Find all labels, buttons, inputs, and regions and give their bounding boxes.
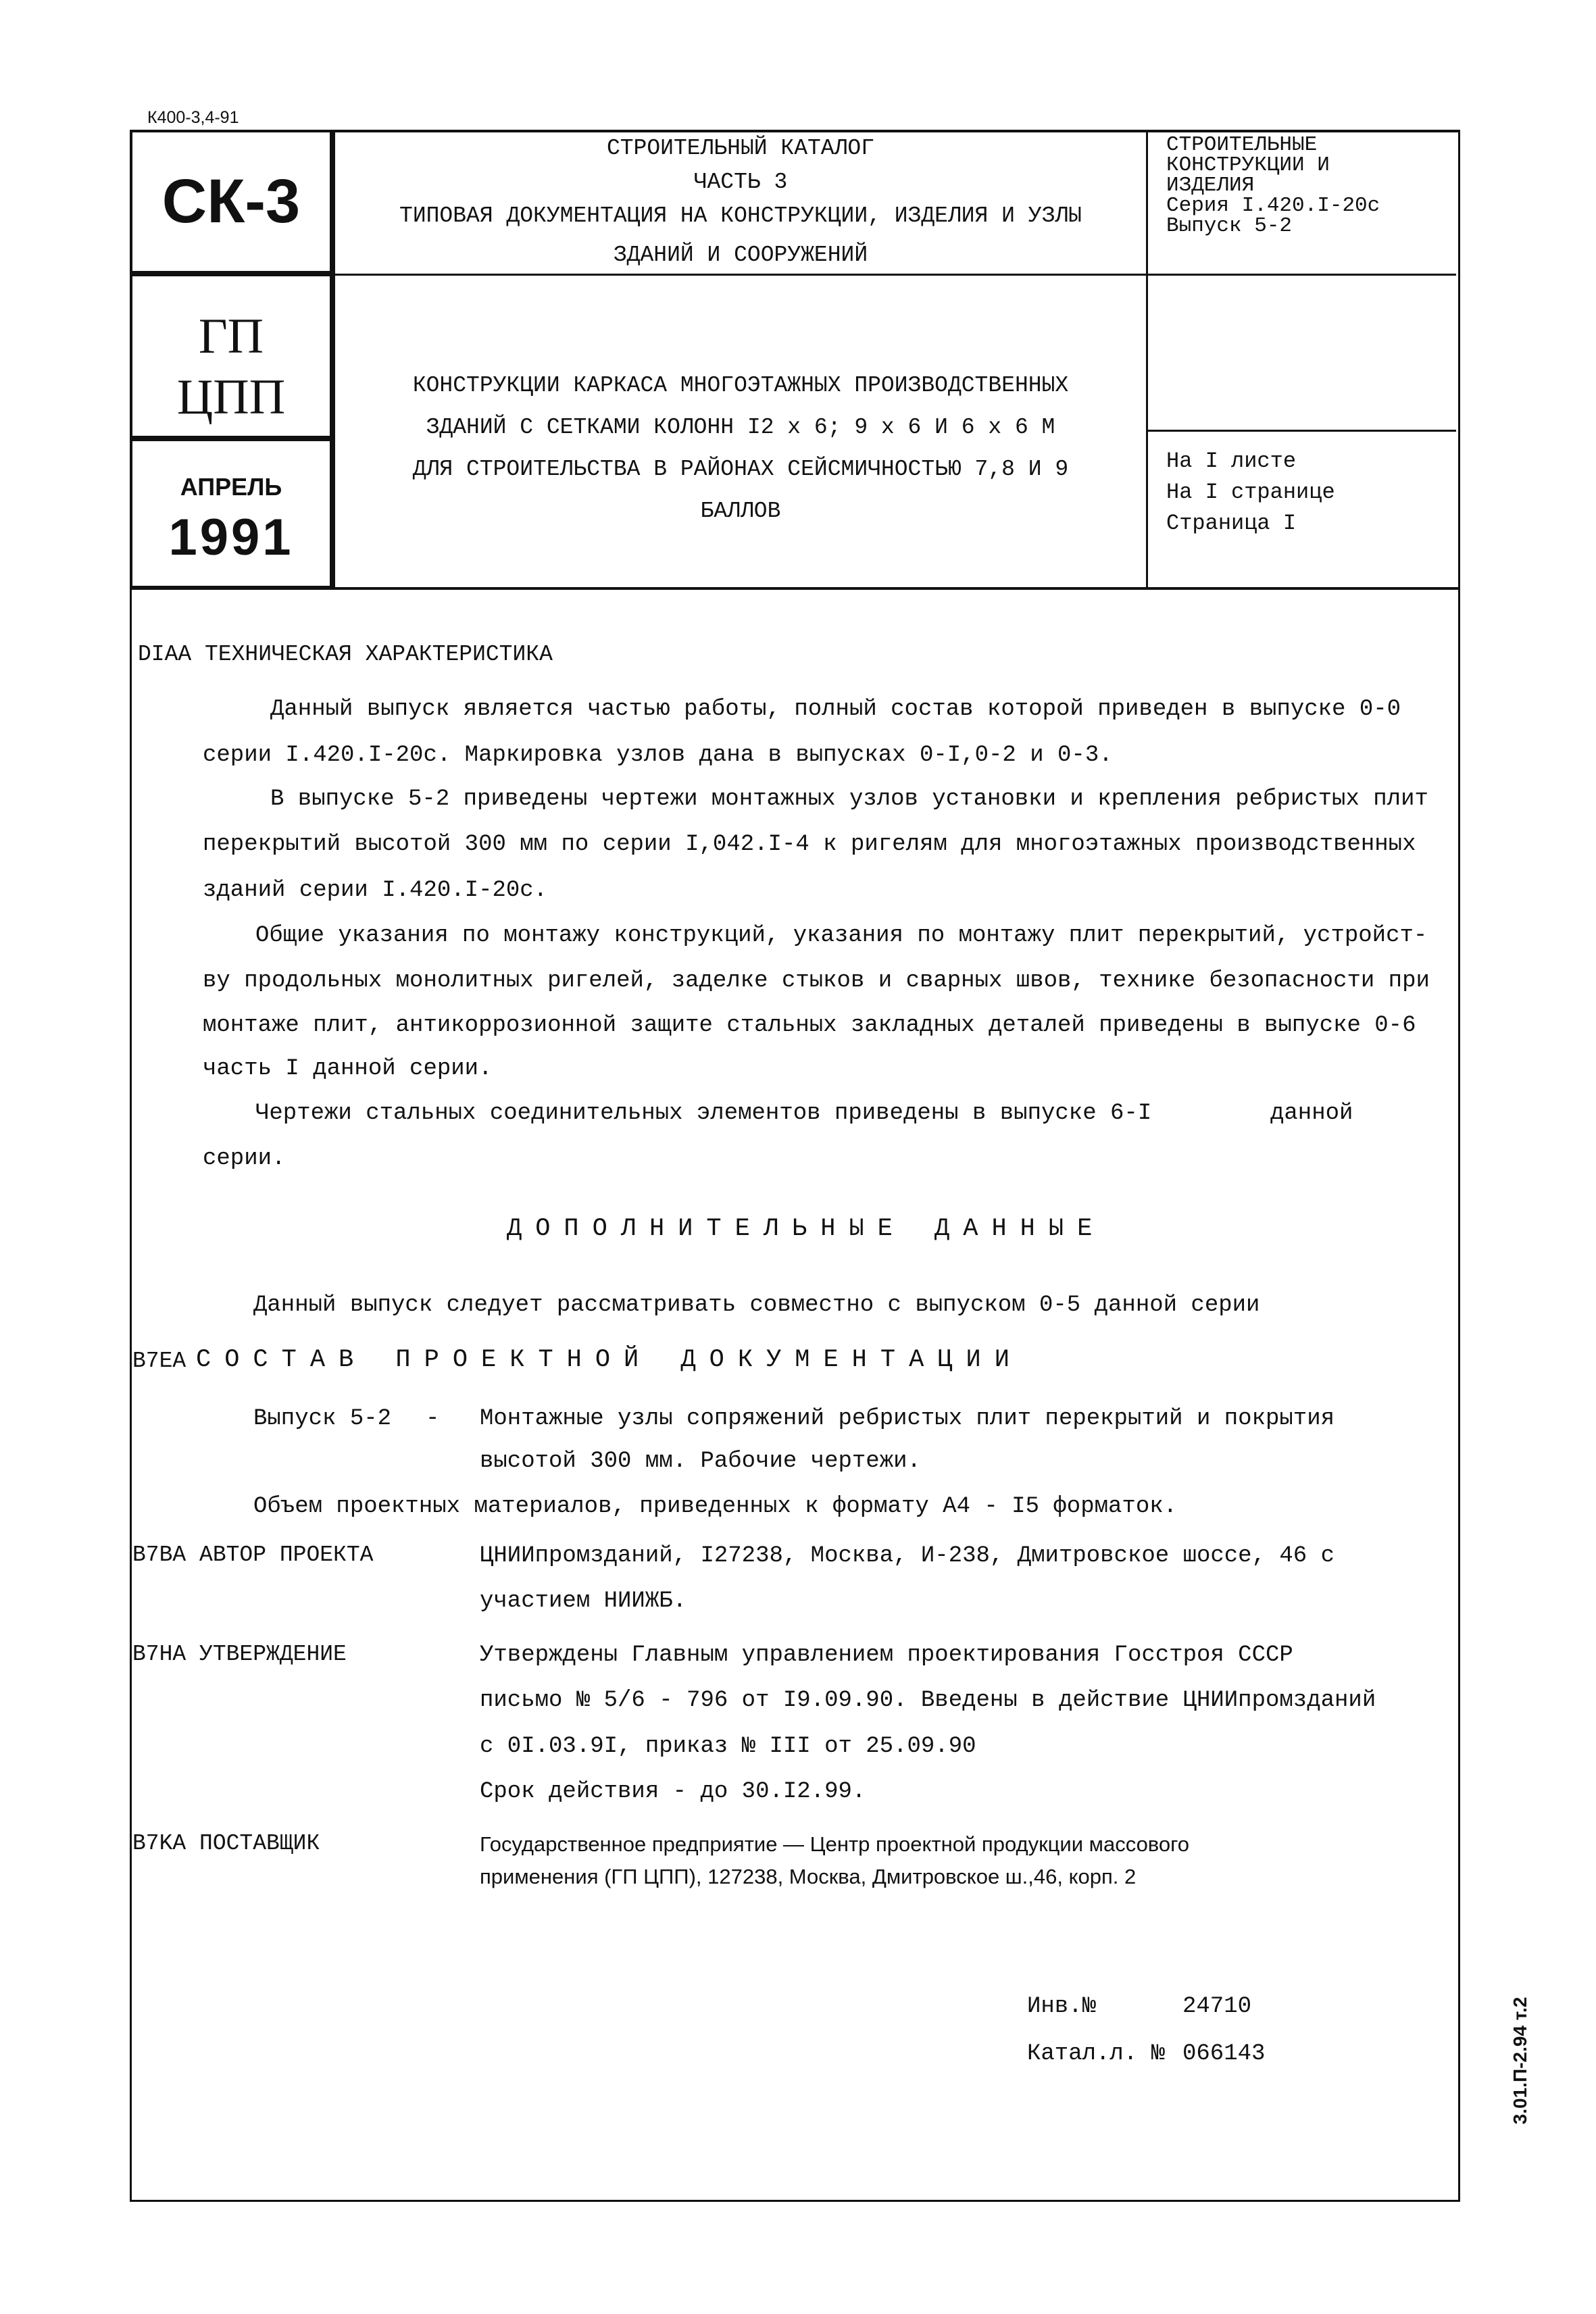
- inv-value: 24710: [1182, 1994, 1252, 2019]
- tech-p4-line2: серии.: [203, 1146, 286, 1172]
- series-sheet-divider: [1146, 430, 1456, 432]
- series-line4: Серия I.420.I-20с: [1166, 194, 1380, 218]
- supplier-line1: Государственное предприятие — Центр проектной продукции массового: [480, 1832, 1190, 1856]
- tech-p1-line1: Данный выпуск является частью работы, полный состав которой приведен в выпуске 0-0: [270, 697, 1401, 722]
- composition-heading: СОСТАВ ПРОЕКТНОЙ ДОКУМЕНТАЦИИ: [196, 1346, 1023, 1374]
- composition-code: B7EA: [132, 1349, 186, 1374]
- sheet-line3: Страница I: [1166, 511, 1297, 536]
- tech-heading: DIAA ТЕХНИЧЕСКАЯ ХАРАКТЕРИСТИКА: [138, 642, 553, 667]
- series-line5: Выпуск 5-2: [1166, 214, 1293, 238]
- document-title: [335, 365, 1146, 532]
- stamp-code: СК-3: [161, 167, 301, 236]
- tech-p1-line2: серии I.420.I-20с. Маркировка узлов дана в выпусках 0-I,0-2 и 0-3.: [203, 743, 1113, 768]
- volume-text: Объем проектных материалов, приведенных к формату А4 - I5 форматок.: [253, 1494, 1178, 1519]
- issue-label: Выпуск 5-2: [253, 1406, 392, 1432]
- tech-p4-line1-end: данной: [1270, 1101, 1353, 1126]
- stamp-org-line2: ЦПП: [176, 370, 286, 425]
- side-code: 3.01.П-2.94 т.2: [1510, 1996, 1530, 2125]
- author-line2: участием НИИЖБ.: [480, 1588, 687, 1614]
- sheet-line2: На I странице: [1166, 480, 1335, 505]
- series-line3: ИЗДЕЛИЯ: [1166, 174, 1255, 197]
- series-line1: СТРОИТЕЛЬНЫЕ: [1166, 133, 1318, 157]
- approval-line3: с 0I.03.9I, приказ № III от 25.09.90: [480, 1734, 976, 1759]
- tech-p3-line4: часть I данной серии.: [203, 1056, 493, 1082]
- approval-line2: письмо № 5/6 - 796 от I9.09.90. Введены в действие ЦНИИпромзданий: [480, 1688, 1376, 1713]
- author-label: B7BA АВТОР ПРОЕКТА: [132, 1542, 374, 1567]
- tech-p3-line2: ву продольных монолитных ригелей, заделке стыков и сварных швов, технике безопасности при: [203, 968, 1430, 994]
- sheet-line1: На I листе: [1166, 449, 1297, 474]
- issue-line1: Монтажные узлы сопряжений ребристых плит перекрытий и покрытия: [480, 1406, 1335, 1432]
- supplier-line2: применения (ГП ЦПП), 127238, Москва, Дмитровское ш.,46, корп. 2: [480, 1865, 1137, 1888]
- tech-p3-line1: Общие указания по монтажу конструкций, указания по монтажу плит перекрытий, устройст-: [255, 923, 1428, 949]
- supplier-label: B7KA ПОСТАВЩИК: [132, 1831, 320, 1856]
- tech-p4-line1: Чертежи стальных соединительных элементов приведены в выпуске 6-I: [255, 1101, 1152, 1126]
- stamp-month: АПРЕЛЬ: [180, 473, 282, 501]
- title-line1: КОНСТРУКЦИИ КАРКАСА МНОГОЭТАЖНЫХ ПРОИЗВОДСТВЕННЫХ: [412, 373, 1069, 398]
- corner-code: К400-3,4-91: [147, 108, 239, 127]
- issue-line2: высотой 300 мм. Рабочие чертежи.: [480, 1449, 921, 1474]
- approval-line4: Срок действия - до 30.I2.99.: [480, 1779, 866, 1805]
- additional-text: Данный выпуск следует рассматривать совместно с выпуском 0-5 данной серии: [253, 1292, 1260, 1318]
- additional-heading: ДОПОЛНИТЕЛЬНЫЕ ДАННЫЕ: [507, 1215, 1106, 1243]
- approval-line1: Утверждены Главным управлением проектирования Госстроя СССР: [480, 1642, 1293, 1668]
- tech-p2-line2: перекрытий высотой 300 мм по серии I,042.I-4 к ригелям для многоэтажных производственных: [203, 832, 1416, 857]
- author-line1: ЦНИИпромзданий, I27238, Москва, И-238, Дмитровское шоссе, 46 с: [480, 1543, 1335, 1569]
- series-box: [1166, 135, 1450, 236]
- title-line2: ЗДАНИЙ С СЕТКАМИ КОЛОНН I2 х 6; 9 х 6 И 6 х 6 М: [426, 415, 1055, 440]
- catalog-line1: СТРОИТЕЛЬНЫЙ КАТАЛОГ: [606, 136, 875, 161]
- catalog-line4: ЗДАНИЙ И СООРУЖЕНИЙ: [613, 243, 868, 268]
- series-left-divider: [1146, 130, 1148, 589]
- stamp-year: 1991: [168, 509, 294, 566]
- inv-label: Инв.№: [1027, 1994, 1097, 2019]
- title-line3: ДЛЯ СТРОИТЕЛЬСТВА В РАЙОНАХ СЕЙСМИЧНОСТЬЮ 7,8 И 9: [412, 457, 1069, 482]
- tech-p2-line1: В выпуске 5-2 приведены чертежи монтажных узлов установки и крепления ребристых плит: [270, 786, 1428, 812]
- catalog-line3: ТИПОВАЯ ДОКУМЕНТАЦИЯ НА КОНСТРУКЦИИ, ИЗДЕЛИЯ И УЗЛЫ: [399, 203, 1082, 228]
- catalog-line2: ЧАСТЬ 3: [693, 170, 788, 195]
- stamp-org-line1: ГП: [198, 309, 264, 364]
- catal-label: Катал.л. №: [1027, 2041, 1166, 2067]
- catal-value: 066143: [1182, 2041, 1266, 2067]
- series-line2: КОНСТРУКЦИИ И: [1166, 153, 1330, 177]
- sheet-info: [1166, 446, 1450, 539]
- tech-p2-line3: зданий серии I.420.I-20с.: [203, 878, 548, 903]
- issue-dash: -: [426, 1406, 440, 1432]
- catalog-header: [335, 135, 1146, 276]
- tech-p3-line3: монтаже плит, антикоррозионной защите стальных закладных деталей приведены в выпуске 0-6: [203, 1013, 1416, 1038]
- title-line4: БАЛЛОВ: [700, 499, 781, 524]
- approval-label: B7HA УТВЕРЖДЕНИЕ: [132, 1642, 347, 1667]
